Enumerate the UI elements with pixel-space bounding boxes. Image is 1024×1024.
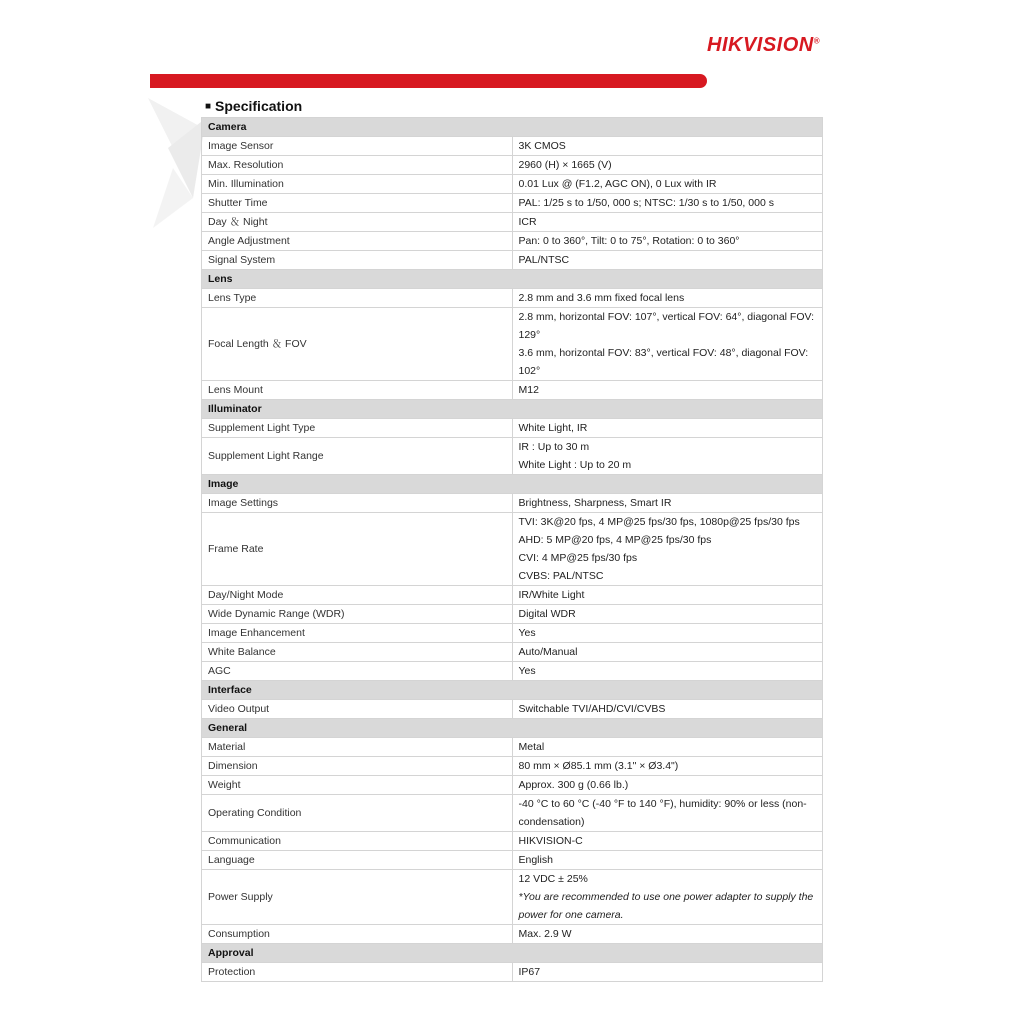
- spec-key: Signal System: [202, 251, 513, 270]
- table-row: [202, 738, 823, 757]
- spec-value-line: Approx. 300 g (0.66 lb.): [518, 779, 629, 791]
- spec-value-line: Auto/Manual: [518, 646, 578, 658]
- spec-value-line: 3K CMOS: [518, 140, 566, 152]
- section-header: [202, 719, 823, 738]
- spec-value: [512, 851, 823, 870]
- spec-key: Day ＆ Night: [202, 213, 513, 232]
- table-row: [202, 251, 823, 270]
- spec-value: [512, 137, 823, 156]
- spec-value-line: 3.6 mm, horizontal FOV: 83°, vertical FOV: 48°, diagonal FOV: 102°: [518, 347, 809, 377]
- spec-value-line: White Light : Up to 20 m: [518, 459, 632, 471]
- table-row: [202, 308, 823, 381]
- spec-value-line: Brightness, Sharpness, Smart IR: [518, 497, 672, 509]
- spec-key: Wide Dynamic Range (WDR): [202, 605, 513, 624]
- spec-key: Image Sensor: [202, 137, 513, 156]
- spec-value: [512, 586, 823, 605]
- spec-value-line: Metal: [518, 741, 545, 753]
- spec-value-line: 80 mm × Ø85.1 mm (3.1" × Ø3.4"): [518, 760, 679, 772]
- table-row: [202, 289, 823, 308]
- section-header: [202, 400, 823, 419]
- spec-value: [512, 194, 823, 213]
- spec-value: [512, 156, 823, 175]
- section-title: Illuminator: [202, 400, 823, 419]
- spec-value-line: -40 °C to 60 °C (-40 °F to 140 °F), humidity: 90% or less (non-condensation): [518, 798, 807, 828]
- spec-value-line: CVBS: PAL/NTSC: [518, 570, 604, 582]
- spec-key: Power Supply: [202, 870, 513, 925]
- section-header: [202, 681, 823, 700]
- table-row: [202, 156, 823, 175]
- spec-value: [512, 700, 823, 719]
- spec-value: [512, 175, 823, 194]
- table-row: [202, 662, 823, 681]
- table-row: [202, 925, 823, 944]
- page-title-text: Specification: [215, 98, 303, 114]
- spec-value: [512, 776, 823, 795]
- decorative-shape-icon: [148, 88, 208, 238]
- spec-value-line: 2.8 mm and 3.6 mm fixed focal lens: [518, 292, 685, 304]
- spec-value-line: CVI: 4 MP@25 fps/30 fps: [518, 552, 638, 564]
- spec-value-line: PAL: 1/25 s to 1/50, 000 s; NTSC: 1/30 s to 1/50, 000 s: [518, 197, 774, 209]
- spec-value: [512, 232, 823, 251]
- spec-value-line: Pan: 0 to 360°, Tilt: 0 to 75°, Rotation: 0 to 360°: [518, 235, 740, 247]
- section-header: [202, 944, 823, 963]
- table-row: [202, 832, 823, 851]
- spec-key: Shutter Time: [202, 194, 513, 213]
- spec-key: Language: [202, 851, 513, 870]
- spec-key: Dimension: [202, 757, 513, 776]
- spec-value-line: Yes: [518, 665, 536, 677]
- header-red-bar: [150, 74, 707, 88]
- spec-value-line: Digital WDR: [518, 608, 576, 620]
- spec-key: Protection: [202, 963, 513, 982]
- spec-value: [512, 963, 823, 982]
- spec-value: [512, 795, 823, 832]
- table-row: [202, 137, 823, 156]
- brand-logo: [707, 34, 820, 57]
- spec-value-line: ICR: [518, 216, 537, 228]
- spec-key: Frame Rate: [202, 513, 513, 586]
- spec-value: [512, 251, 823, 270]
- spec-key: Max. Resolution: [202, 156, 513, 175]
- table-row: [202, 776, 823, 795]
- spec-value-line: IP67: [518, 966, 541, 978]
- spec-key: Min. Illumination: [202, 175, 513, 194]
- spec-key: Lens Type: [202, 289, 513, 308]
- spec-value: [512, 438, 823, 475]
- spec-key: Focal Length ＆ FOV: [202, 308, 513, 381]
- spec-key: Material: [202, 738, 513, 757]
- brand-logo-text: HIKVISION: [707, 34, 814, 56]
- spec-value: [512, 832, 823, 851]
- page-title: [205, 98, 302, 114]
- table-row: [202, 700, 823, 719]
- table-row: [202, 605, 823, 624]
- table-row: [202, 194, 823, 213]
- table-row: [202, 795, 823, 832]
- spec-key: Weight: [202, 776, 513, 795]
- spec-value: [512, 513, 823, 586]
- spec-key: Day/Night Mode: [202, 586, 513, 605]
- section-title: Approval: [202, 944, 823, 963]
- spec-value-line: Max. 2.9 W: [518, 928, 572, 940]
- spec-value-line: 2960 (H) × 1665 (V): [518, 159, 612, 171]
- spec-note: *You are recommended to use one power adapter to supply the power for one camera.: [518, 891, 814, 921]
- spec-key: White Balance: [202, 643, 513, 662]
- spec-value: [512, 213, 823, 232]
- spec-key: Image Settings: [202, 494, 513, 513]
- spec-value-line: AHD: 5 MP@20 fps, 4 MP@25 fps/30 fps: [518, 534, 712, 546]
- spec-value: [512, 738, 823, 757]
- table-row: [202, 213, 823, 232]
- table-row: [202, 963, 823, 982]
- table-row: [202, 494, 823, 513]
- spec-value-line: Switchable TVI/AHD/CVI/CVBS: [518, 703, 666, 715]
- section-title: General: [202, 719, 823, 738]
- spec-key: Video Output: [202, 700, 513, 719]
- spec-value-line: PAL/NTSC: [518, 254, 570, 266]
- section-title: Lens: [202, 270, 823, 289]
- section-title: Image: [202, 475, 823, 494]
- table-row: [202, 232, 823, 251]
- spec-key: Lens Mount: [202, 381, 513, 400]
- table-row: [202, 438, 823, 475]
- table-row: [202, 757, 823, 776]
- section-header: [202, 475, 823, 494]
- table-row: [202, 513, 823, 586]
- spec-value: [512, 757, 823, 776]
- spec-key: Angle Adjustment: [202, 232, 513, 251]
- spec-value-line: 0.01 Lux @ (F1.2, AGC ON), 0 Lux with IR: [518, 178, 717, 190]
- table-row: [202, 586, 823, 605]
- section-title: Interface: [202, 681, 823, 700]
- spec-key: Supplement Light Type: [202, 419, 513, 438]
- spec-value-line: Yes: [518, 627, 536, 639]
- spec-value-line: English: [518, 854, 553, 866]
- table-row: [202, 870, 823, 925]
- spec-value: [512, 308, 823, 381]
- spec-value: [512, 624, 823, 643]
- spec-value-line: IR : Up to 30 m: [518, 441, 590, 453]
- spec-value: [512, 870, 823, 925]
- spec-value-line: 2.8 mm, horizontal FOV: 107°, vertical FOV: 64°, diagonal FOV: 129°: [518, 311, 815, 341]
- spec-value: [512, 289, 823, 308]
- spec-value-line: TVI: 3K@20 fps, 4 MP@25 fps/30 fps, 1080p@25 fps/30 fps: [518, 516, 800, 528]
- spec-key: Operating Condition: [202, 795, 513, 832]
- section-header: [202, 118, 823, 137]
- spec-value: [512, 494, 823, 513]
- spec-key: Image Enhancement: [202, 624, 513, 643]
- spec-value: [512, 381, 823, 400]
- spec-key: Communication: [202, 832, 513, 851]
- table-row: [202, 624, 823, 643]
- spec-key: Supplement Light Range: [202, 438, 513, 475]
- table-row: [202, 175, 823, 194]
- table-row: [202, 419, 823, 438]
- spec-value-line: 12 VDC ± 25%: [518, 873, 588, 885]
- spec-key: Consumption: [202, 925, 513, 944]
- spec-value-line: IR/White Light: [518, 589, 585, 601]
- section-header: [202, 270, 823, 289]
- spec-value-line: HIKVISION-C: [518, 835, 583, 847]
- spec-value-line: M12: [518, 384, 539, 396]
- spec-key: AGC: [202, 662, 513, 681]
- spec-value: [512, 419, 823, 438]
- spec-value-line: White Light, IR: [518, 422, 588, 434]
- section-title: Camera: [202, 118, 823, 137]
- table-row: [202, 643, 823, 662]
- registered-mark: ®: [813, 36, 821, 46]
- spec-value: [512, 925, 823, 944]
- table-row: [202, 381, 823, 400]
- spec-value: [512, 643, 823, 662]
- spec-value: [512, 605, 823, 624]
- bullet-icon: ■: [205, 101, 212, 112]
- spec-value: [512, 662, 823, 681]
- table-row: [202, 851, 823, 870]
- spec-table: [201, 117, 823, 982]
